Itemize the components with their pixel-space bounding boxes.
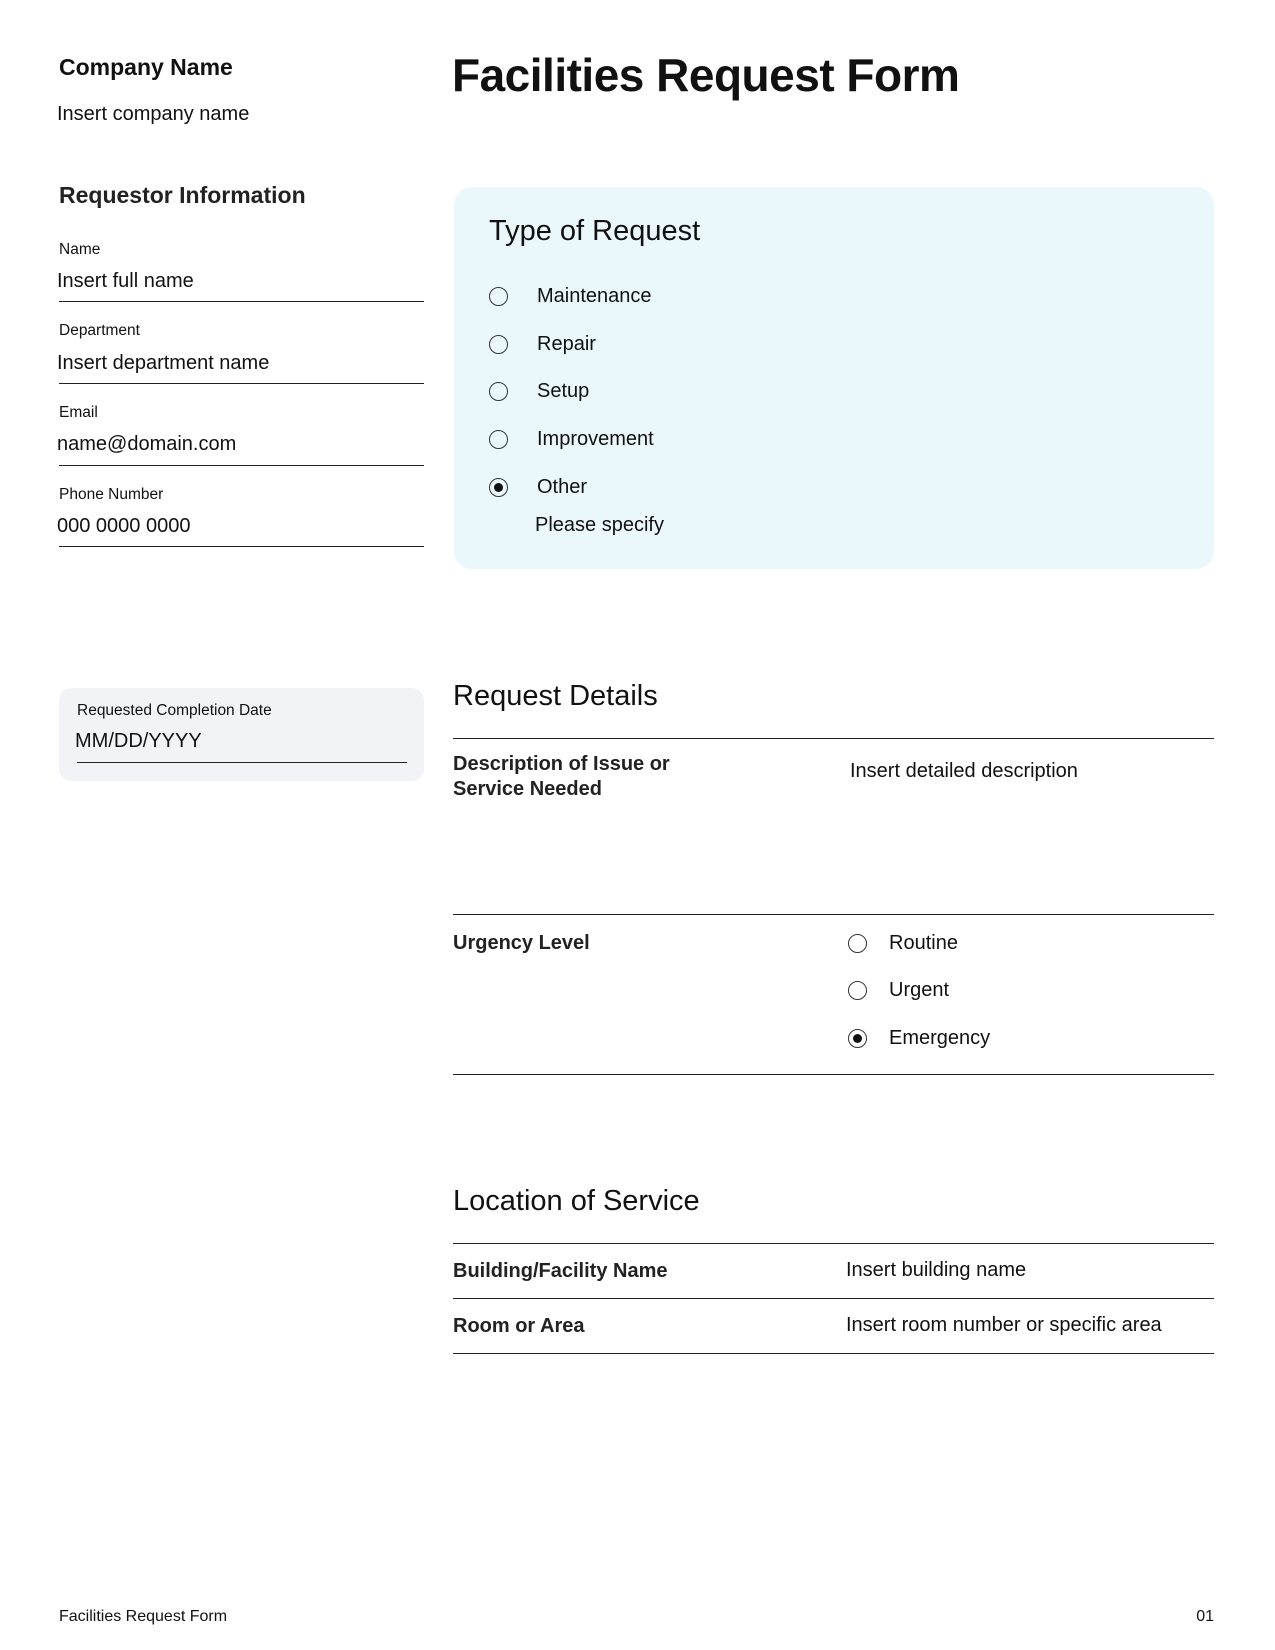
location-heading: Location of Service <box>453 1185 700 1217</box>
radio-icon[interactable] <box>489 430 508 449</box>
building-label: Building/Facility Name <box>453 1260 668 1282</box>
option-label: Improvement <box>537 428 654 450</box>
divider <box>59 546 424 547</box>
building-input[interactable]: Insert building name <box>846 1259 1027 1281</box>
phone-label: Phone Number <box>59 486 164 503</box>
requestor-heading: Requestor Information <box>59 182 306 208</box>
divider <box>59 465 424 466</box>
divider <box>453 914 1214 915</box>
name-input[interactable]: Insert full name <box>57 270 194 292</box>
phone-input[interactable]: 000 0000 0000 <box>57 515 191 537</box>
description-input[interactable]: Insert detailed description <box>850 760 1078 782</box>
room-label: Room or Area <box>453 1315 585 1337</box>
divider <box>453 1353 1214 1354</box>
page-title: Facilities Request Form <box>452 49 960 101</box>
divider <box>453 738 1214 739</box>
description-label: Description of Issue or Service Needed <box>453 753 670 800</box>
divider <box>77 762 407 763</box>
name-label: Name <box>59 241 101 258</box>
request-details-heading: Request Details <box>453 680 658 712</box>
department-input[interactable]: Insert department name <box>57 352 270 374</box>
company-name-field[interactable]: Insert company name <box>57 103 250 125</box>
completion-date-label: Requested Completion Date <box>77 702 272 719</box>
radio-icon[interactable] <box>848 934 867 953</box>
divider <box>453 1074 1214 1075</box>
other-specify-input[interactable]: Please specify <box>535 514 664 536</box>
radio-checked-icon[interactable] <box>489 478 508 497</box>
option-label: Routine <box>889 932 958 954</box>
option-label: Setup <box>537 380 590 402</box>
radio-icon[interactable] <box>489 335 508 354</box>
footer-title: Facilities Request Form <box>59 1608 228 1625</box>
radio-icon[interactable] <box>848 981 867 1000</box>
completion-date-input[interactable]: MM/DD/YYYY <box>75 730 202 752</box>
radio-icon[interactable] <box>489 382 508 401</box>
page-number: 01 <box>1196 1608 1214 1625</box>
email-input[interactable]: name@domain.com <box>57 433 237 455</box>
divider <box>59 383 424 384</box>
type-of-request-heading: Type of Request <box>489 215 701 247</box>
room-input[interactable]: Insert room number or specific area <box>846 1314 1162 1336</box>
email-label: Email <box>59 404 98 421</box>
divider <box>59 301 424 302</box>
option-label: Urgent <box>889 979 950 1001</box>
radio-icon[interactable] <box>489 287 508 306</box>
option-label: Other <box>537 476 588 498</box>
divider <box>453 1243 1214 1244</box>
completion-date-box <box>59 688 424 781</box>
option-label: Emergency <box>889 1027 991 1049</box>
option-label: Maintenance <box>537 285 652 307</box>
radio-checked-icon[interactable] <box>848 1029 867 1048</box>
urgency-label: Urgency Level <box>453 932 590 954</box>
type-of-request-panel <box>454 187 1214 569</box>
company-name-label: Company Name <box>59 54 233 80</box>
department-label: Department <box>59 322 140 339</box>
option-label: Repair <box>537 333 596 355</box>
divider <box>453 1298 1214 1299</box>
